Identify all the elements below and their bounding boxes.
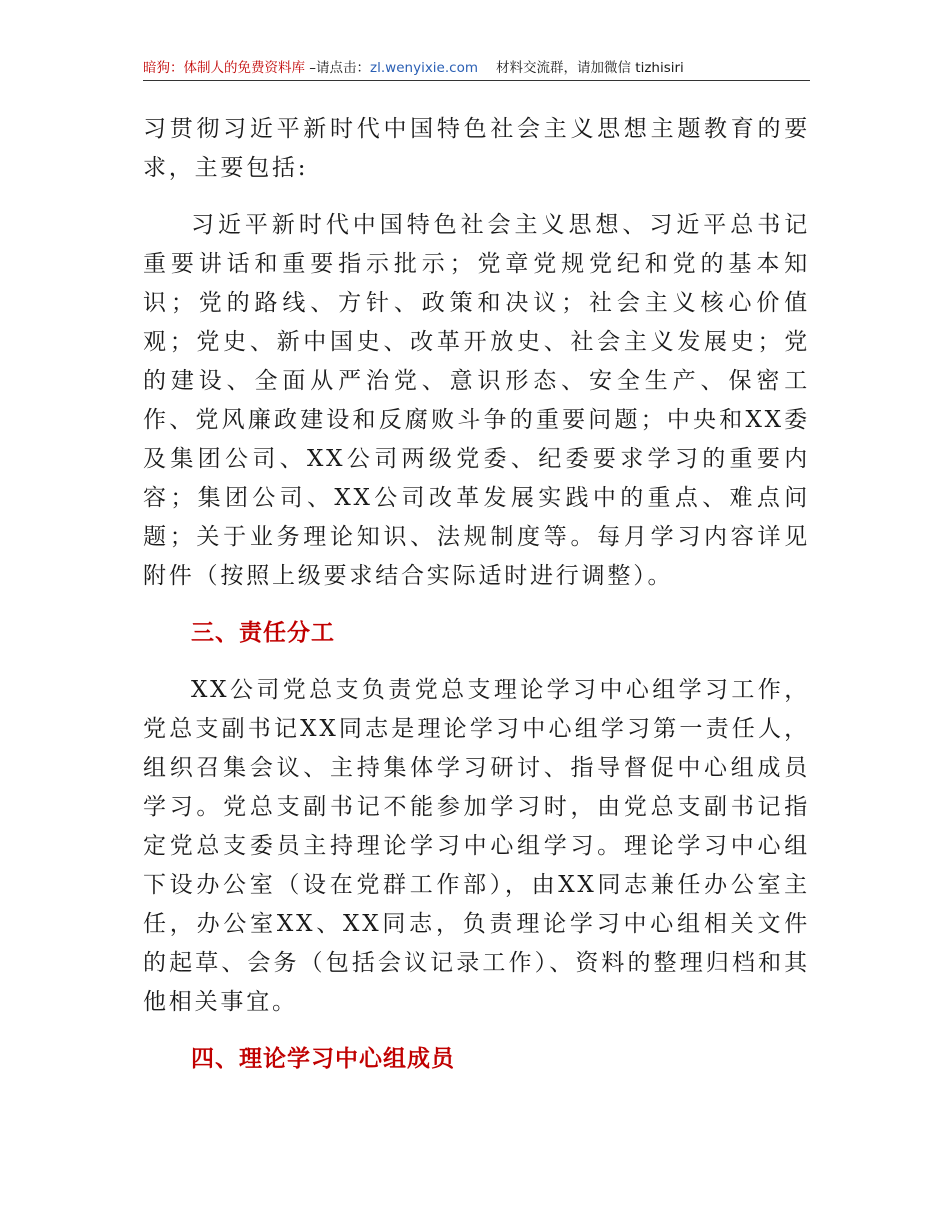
- section-4-heading: 四、理论学习中心组成员: [191, 1046, 455, 1072]
- intro-paragraph: 习贯彻习近平新时代中国特色社会主义思想主题教育的要求，主要包括:: [143, 116, 810, 181]
- header-link[interactable]: zl.wenyixie.com: [370, 60, 478, 76]
- section-3-paragraph: XX公司党总支负责党总支理论学习中心组学习工作，党总支副书记XX同志是理论学习中心组学习第一责任人，组织召集会议、主持集体学习研讨、指导督促中心组成员学习。党总支副书记不能参加学习时，由党总支副书记指定党总支委员主持理论学习中心组学习。理论学习中心组下设办公室（设在党群工作部），由XX同志兼任办公室主任，办公室XX、XX同志，负责理论学习中心组相关文件的起草、会务（包括会议记录工作）、资料的整理归档和其他相关事宜。: [143, 677, 810, 1015]
- header-brand: 暗狗：体制人的免费资料库: [143, 60, 305, 76]
- section-3-heading: 三、责任分工: [191, 620, 335, 646]
- header-group-info: 材料交流群，请加微信 tizhisiri: [496, 60, 684, 76]
- page-header: [143, 58, 810, 81]
- study-content-paragraph: 习近平新时代中国特色社会主义思想、习近平总书记重要讲话和重要指示批示；党章党规党纪和党的基本知识；党的路线、方针、政策和决议；社会主义核心价值观；党史、新中国史、改革开放史、社会主义发展史；党的建设、全面从严治党、意识形态、安全生产、保密工作、党风廉政建设和反腐败斗争的重要问题；中央和XX委及集团公司、XX公司两级党委、纪委要求学习的重要内容；集团公司、XX公司改革发展实践中的重点、难点问题；关于业务理论知识、法规制度等。每月学习内容详见附件（按照上级要求结合实际适时进行调整）。: [143, 212, 810, 589]
- document-body: [143, 110, 810, 1079]
- header-prompt: –请点击：: [305, 60, 371, 76]
